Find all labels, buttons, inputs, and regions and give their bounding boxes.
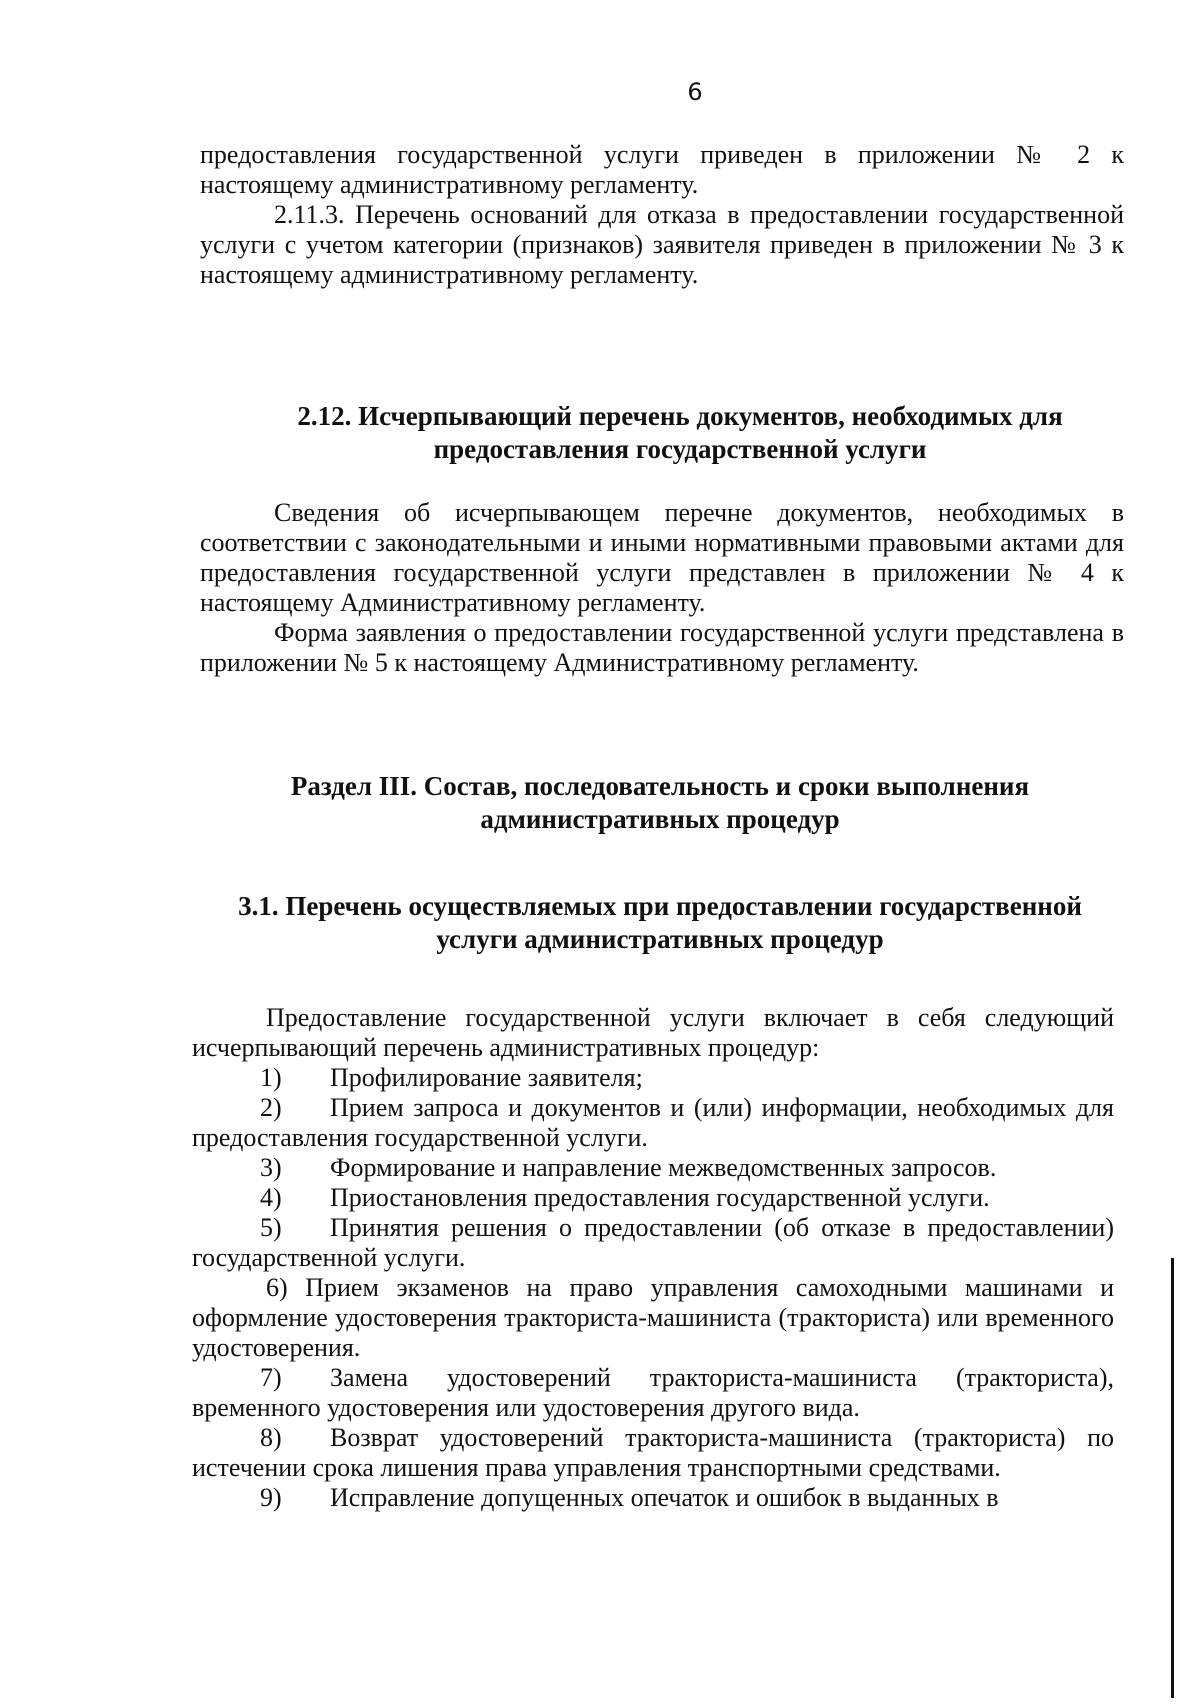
page-number: 6 (687, 78, 703, 106)
procedure-list-item (192, 1273, 1114, 1363)
procedure-list-item (192, 1063, 1114, 1093)
procedure-list-item-text: Приостановления предоставления государственной услуги. (330, 1183, 990, 1212)
procedure-list-item (192, 1483, 1114, 1513)
section-3-1-heading-line-1: 3.1. Перечень осуществляемых при предоставлении государственной (238, 891, 1082, 921)
section-2-12-body (200, 498, 1124, 678)
intro-paragraph-1: предоставления государственной услуги приведен в приложении № 2 к настоящему административному регламенту. (200, 140, 1124, 199)
section-3-1-heading-line-2: услуги административных процедур (436, 924, 884, 954)
section-2-12-paragraph-1: Сведения об исчерпывающем перечне документов, необходимых в соответствии с законодательными и иными нормативными правовыми актами для предоставления государственной услуги представлен в приложении № 4 к настоящему Административному регламенту. (200, 498, 1124, 617)
intro-paragraph-2: 2.11.3. Перечень оснований для отказа в предоставлении государственной услуги с учетом категории (признаков) заявителя приведен в приложении № 3 к настоящему административному регламенту. (200, 200, 1124, 289)
procedure-list-item (192, 1213, 1114, 1273)
procedure-list-item-number: 5) (260, 1213, 282, 1242)
procedure-list (192, 1063, 1114, 1513)
procedure-list-item-text: Исправление допущенных опечаток и ошибок в выданных в (330, 1483, 999, 1512)
procedure-list-item-number: 1) (260, 1063, 282, 1092)
procedure-list-item-number: 7) (260, 1363, 282, 1392)
section-2-12-heading (240, 400, 1120, 466)
procedure-list-item-text: 6) Прием экзаменов на право управления самоходными машинами и оформление удостоверения тракториста-машиниста (тракториста) или временного удостоверения. (192, 1273, 1114, 1362)
section-2-12-heading-line-1: 2.12. Исчерпывающий перечень документов, необходимых для (297, 401, 1063, 431)
procedure-list-item-number: 8) (260, 1423, 282, 1452)
section-3-heading-line-1: Раздел III. Состав, последовательность и сроки выполнения (290, 771, 1030, 801)
procedure-list-item-text: Принятия решения о предоставлении (об отказе в предоставлении) государственной услуги. (192, 1213, 1114, 1272)
section-3-1-heading (200, 890, 1120, 956)
section-3-1-intro: Предоставление государственной услуги включает в себя следующий исчерпывающий перечень административных процедур: (192, 1003, 1114, 1062)
procedure-list-item (192, 1183, 1114, 1213)
section-3-1-body (192, 1003, 1114, 1513)
section-2-12-paragraph-2: Форма заявления о предоставлении государственной услуги представлена в приложении № 5 к настоящему Административному регламенту. (200, 618, 1124, 677)
procedure-list-item-text: Профилирование заявителя; (330, 1063, 643, 1092)
intro-block (200, 140, 1124, 290)
procedure-list-item (192, 1093, 1114, 1153)
procedure-list-item (192, 1423, 1114, 1483)
procedure-list-item (192, 1153, 1114, 1183)
scan-edge-line (1171, 1258, 1174, 1698)
section-3-heading-line-2: административных процедур (480, 804, 840, 834)
section-2-12-heading-line-2: предоставления государственной услуги (433, 434, 927, 464)
procedure-list-item-number: 2) (260, 1093, 282, 1122)
procedure-list-item-text: Возврат удостоверений тракториста-машиниста (тракториста) по истечении срока лишения права управления транспортными средствами. (192, 1423, 1114, 1482)
procedure-list-item-number: 9) (260, 1483, 282, 1512)
procedure-list-item-text: Формирование и направление межведомственных запросов. (330, 1153, 997, 1182)
procedure-list-item (192, 1363, 1114, 1423)
procedure-list-item-number: 4) (260, 1183, 282, 1212)
section-3-heading (190, 770, 1130, 836)
procedure-list-item-number: 3) (260, 1153, 282, 1182)
procedure-list-item-text: Прием запроса и документов и (или) информации, необходимых для предоставления государственной услуги. (192, 1093, 1114, 1152)
procedure-list-item-text: Замена удостоверений тракториста-машиниста (тракториста), временного удостоверения или удостоверения другого вида. (192, 1363, 1114, 1422)
